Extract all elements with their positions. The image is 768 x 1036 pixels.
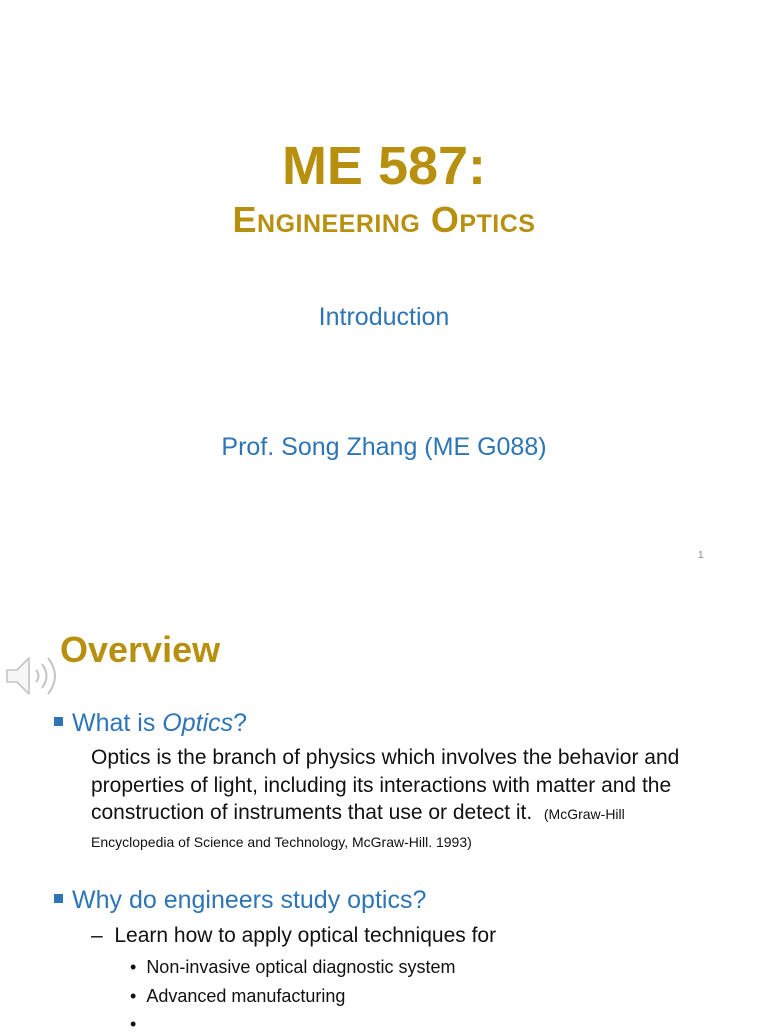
sub-bullet-learn (91, 922, 496, 950)
list-item (130, 984, 345, 1008)
list-item-text: Non-invasive optical diagnostic system (146, 957, 456, 977)
slide-title: Overview (60, 629, 221, 670)
question-emphasis: Optics (162, 709, 234, 737)
bullet-what-is-optics (54, 708, 247, 738)
list-item (130, 955, 455, 979)
speaker-icon[interactable] (4, 652, 66, 700)
question-text: Why do engineers study optics? (72, 886, 427, 914)
question-suffix: ? (233, 709, 248, 737)
citation: (McGraw-Hill Encyclopedia of Science and Technology, McGraw-Hill. 1993) (91, 806, 625, 850)
instructor-name: Prof. Song Zhang (ME G088) (221, 433, 547, 461)
question-prefix: What is (72, 709, 163, 737)
optics-definition (91, 744, 711, 854)
dot-marker: • (130, 986, 147, 1006)
course-name: Engineering Optics (232, 199, 536, 240)
sub-bullet-text: Learn how to apply optical techniques for (114, 924, 497, 947)
bullet-why-study (54, 885, 426, 915)
bullet-marker (54, 717, 63, 726)
list-item-text: Advanced manufacturing (146, 986, 346, 1006)
dot-marker: • (130, 957, 147, 977)
course-code: ME 587: (281, 136, 487, 196)
definition-text: Optics is the branch of physics which involves the behavior and properties of light, including its interactions with matter and the construction of instruments that use or detect it. (91, 746, 680, 824)
dash-marker: – (91, 924, 115, 947)
bullet-marker (54, 894, 63, 903)
page-number: 1 (698, 550, 704, 561)
dot-marker: • (130, 1014, 147, 1034)
overview-slide (0, 588, 768, 1034)
slide-subtitle: Introduction (318, 303, 450, 331)
list-item (130, 1012, 146, 1036)
